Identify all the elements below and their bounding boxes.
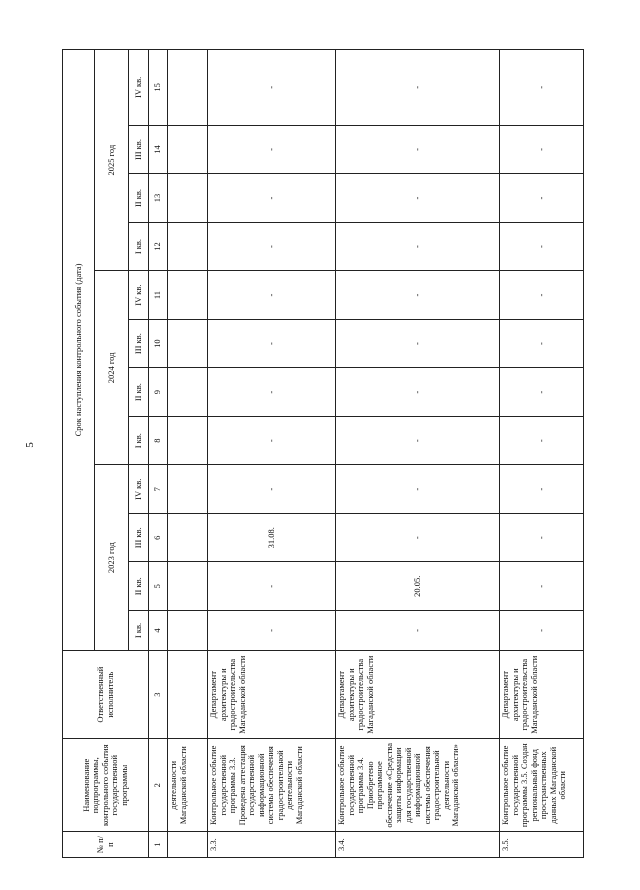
row-cell: - [500,50,584,126]
row-cell: - [208,271,336,320]
row-cell: - [336,125,500,174]
header-quarter: I кв. [129,611,149,651]
header-quarter: I кв. [129,416,149,465]
row-cell: - [500,513,584,562]
column-number: 5 [149,562,168,611]
row-name: Контрольное событие государственной программы 3.3. Проведена аттестация государственной информационной системы обеспечения градостроительной деятельности Магаданской области [208,739,336,832]
row-no: 3.3. [208,832,336,858]
row-cell: - [336,319,500,368]
row-cell: - [500,562,584,611]
column-number: 3 [149,650,168,738]
row-name: Контрольное событие государственной программы 3.4. Приобретено программное обеспечение «Средства защиты информации для государственной информационной системы обеспечения градостроительной деятельности Магаданской области» [336,739,500,832]
row-name: деятельности Магаданской области [168,739,208,832]
row-cell: - [208,125,336,174]
column-number: 6 [149,513,168,562]
row-cell: - [336,416,500,465]
row-cell: - [208,465,336,514]
row-cell [168,319,208,368]
column-number: 15 [149,50,168,126]
row-cell: - [500,465,584,514]
row-cell: - [336,222,500,271]
row-cell: - [500,271,584,320]
column-number: 14 [149,125,168,174]
column-number: 9 [149,368,168,417]
row-cell: - [500,174,584,223]
row-cell: - [208,50,336,126]
table-row [500,50,584,858]
header-year-2025: 2025 год [95,50,129,271]
row-cell: - [336,513,500,562]
row-cell [168,271,208,320]
row-cell: - [208,562,336,611]
row-no [168,832,208,858]
table-row [208,50,336,858]
table-row [336,50,500,858]
column-number: 8 [149,416,168,465]
row-exec: Департамент архитектуры и градостроительства Магаданской области [336,650,500,738]
column-number: 12 [149,222,168,271]
column-number: 1 [149,832,168,858]
row-cell: - [500,125,584,174]
row-cell: - [336,611,500,651]
column-number: 10 [149,319,168,368]
row-exec: Департамент архитектуры и градостроительства Магаданской области [500,650,584,738]
row-cell [168,513,208,562]
row-cell [168,562,208,611]
row-cell: - [336,174,500,223]
row-exec [168,650,208,738]
column-number: 13 [149,174,168,223]
header-quarter: III кв. [129,513,149,562]
column-number-row [149,50,168,858]
control-events-table [62,49,584,858]
row-cell: - [336,465,500,514]
header-quarter: II кв. [129,562,149,611]
row-cell: - [208,222,336,271]
header-col-deadline: Срок наступления контрольного события (дата) [63,50,95,651]
column-number: 2 [149,739,168,832]
row-cell: - [336,368,500,417]
row-cell: - [208,319,336,368]
row-exec: Департамент архитектуры и градостроительства Магаданской области [208,650,336,738]
row-cell: - [208,174,336,223]
row-name: Контрольное событие государственной программы 3.5. Создан региональный фонд пространственных данных Магаданской области [500,739,584,832]
header-quarter: III кв. [129,319,149,368]
header-quarter: II кв. [129,174,149,223]
row-cell [168,222,208,271]
row-cell: - [336,271,500,320]
row-cell [168,50,208,126]
header-col-name: Наименование подпрограммы, контрольного события государственной программы [63,739,149,832]
header-quarter: I кв. [129,222,149,271]
column-number: 7 [149,465,168,514]
row-cell [168,368,208,417]
row-cell [168,611,208,651]
header-quarter: II кв. [129,368,149,417]
row-cell [168,465,208,514]
row-cell: - [208,416,336,465]
row-cell: - [500,416,584,465]
row-cell [168,174,208,223]
header-year-2023: 2023 год [95,465,129,651]
rotated-table-wrapper [62,49,580,858]
row-cell: - [208,611,336,651]
row-cell: - [208,368,336,417]
column-number: 4 [149,611,168,651]
header-col-exec: Ответственный исполнитель [63,650,149,738]
header-quarter: IV кв. [129,50,149,126]
row-cell: - [500,222,584,271]
header-col-no: № п/п [63,832,149,858]
row-cell [168,416,208,465]
page-number: 5 [24,442,36,448]
row-no: 3.4. [336,832,500,858]
header-year-2024: 2024 год [95,271,129,465]
row-no: 3.5. [500,832,584,858]
row-cell: - [500,368,584,417]
row-cell: - [500,611,584,651]
row-cell [168,125,208,174]
row-cell: - [500,319,584,368]
header-quarter: IV кв. [129,465,149,514]
column-number: 11 [149,271,168,320]
header-quarter: III кв. [129,125,149,174]
table-row [168,50,208,858]
row-cell: - [336,50,500,126]
header-quarter: IV кв. [129,271,149,320]
row-cell: 31.08. [208,513,336,562]
row-cell: 20.05. [336,562,500,611]
